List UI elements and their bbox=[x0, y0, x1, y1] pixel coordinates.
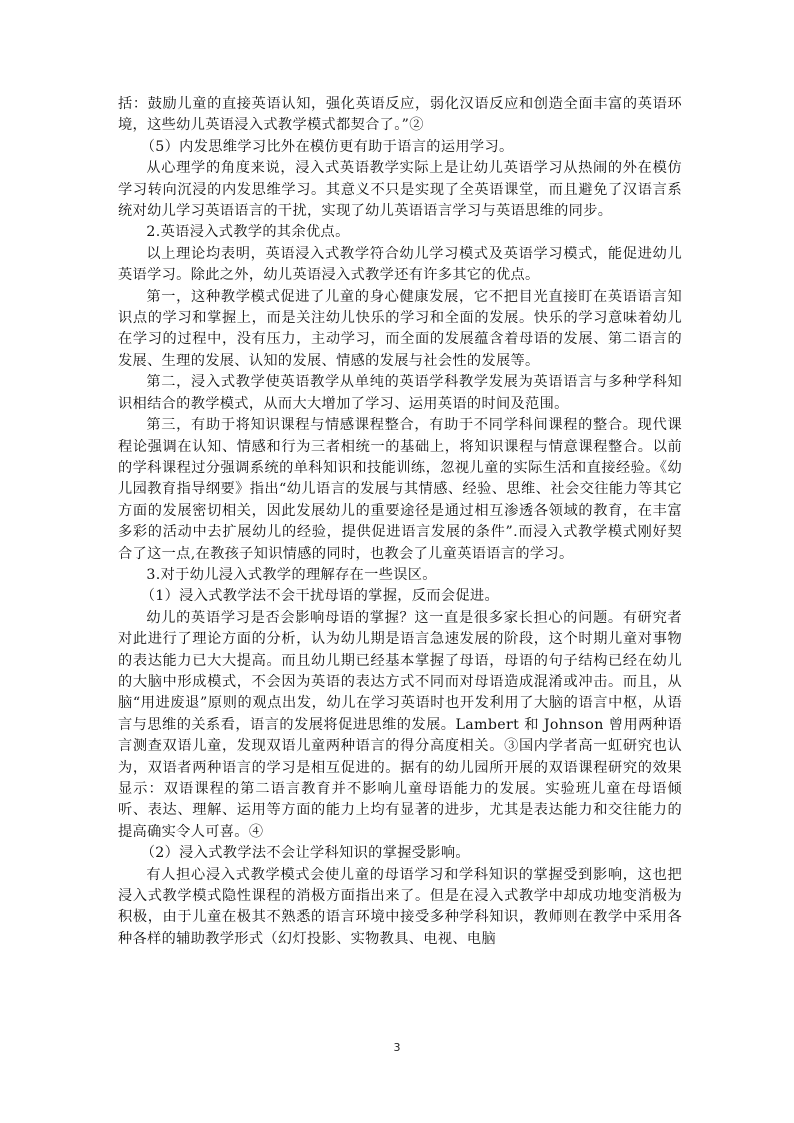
body-text bbox=[118, 94, 682, 950]
section-heading: 3.对于幼儿浸入式教学的理解存在一些误区。 bbox=[146, 566, 437, 583]
paragraph: 第一，这种教学模式促进了儿童的身心健康发展，它不把目光直接盯在英语语言知识点的学习和掌握上，而是关注幼儿快乐的学习和全面的发展。快乐的学习意味着幼儿在学习的过程中，没有压力，主动学习，而全面的发展蕴含着母语的发展、第二语言的发展、生理的发展、认知的发展、情感的发展与社会性的发展等。 bbox=[118, 288, 682, 369]
paragraph: （1）浸入式教学法不会干扰母语的掌握，反而会促进。 bbox=[140, 588, 499, 605]
paragraph: （5）内发思维学习比外在模仿更有助于语言的运用学习。 bbox=[140, 138, 514, 155]
paragraph: 第三，有助于将知识课程与情感课程整合，有助于不同学科间课程的整合。现代课程论强调在认知、情感和行为三者相统一的基础上，将知识课程与情意课程整合。以前的学科课程过分强调系统的单科知识和技能训练，忽视儿童的实际生活和直接经验。《幼儿园教育指导纲要》指出“幼儿语言的发展与其情感、经验、思维、社会交往能力等其它方面的发展密切相关，因此发展幼儿的重要途径是通过相互渗透各领域的教育，在丰富多彩的活动中去扩展幼儿的经验，提供促进语言发展的条件”.而浸入式教学模式刚好契合了这一点,在教孩子知识情感的同时，也教会了儿童英语语言的学习。 bbox=[118, 417, 682, 562]
paragraph: （2）浸入式教学法不会让学科知识的掌握受影响。 bbox=[140, 845, 470, 862]
paragraph: 从心理学的角度来说，浸入式英语教学实际上是让幼儿英语学习从热闹的外在模仿学习转向沉浸的内发思维学习。其意义不只是实现了全英语课堂，而且避免了汉语言系统对幼儿学习英语语言的干扰，实现了幼儿英语语言学习与英语思维的同步。 bbox=[118, 160, 682, 220]
page-number: 3 bbox=[393, 1041, 401, 1054]
paragraph: 以上理论均表明，英语浸入式教学符合幼儿学习模式及英语学习模式，能促进幼儿英语学习。除此之外，幼儿英语浸入式教学还有许多其它的优点。 bbox=[118, 245, 682, 284]
section-heading: 2.英语浸入式教学的其余优点。 bbox=[146, 224, 350, 241]
paragraph: 第二，浸入式教学使英语教学从单纯的英语学科教学发展为英语语言与多种学科知识相结合的教学模式，从而大大增加了学习、运用英语的时间及范围。 bbox=[118, 374, 682, 412]
paragraph: 括：鼓励儿童的直接英语认知，强化英语反应，弱化汉语反应和创造全面丰富的英语环境，这些幼儿英语浸入式教学模式都契合了。”② bbox=[118, 96, 682, 134]
paragraph: 幼儿的英语学习是否会影响母语的掌握？这一直是很多家长担心的问题。有研究者对此进行了理论方面的分析，认为幼儿期是语言急速发展的阶段，这个时期儿童对事物的表达能力已大大提高。而且幼儿期已经基本掌握了母语，母语的句子结构已经在幼儿的大脑中形成模式，不会因为英语的表达方式不同而对母语造成混淆或冲击。而且，从脑“用进废退”原则的观点出发，幼儿在学习英语时也开发利用了大脑的语言中枢，从语言与思维的关系看，语言的发展将促进思维的发展。Lambert 和 Johnson 曾用两种语言测查双语儿童，发现双语儿童两种语言的得分高度相关。③国内学者高一虹研究也认为，双语者两种语言的学习是相互促进的。据有的幼儿园所开展的双语课程研究的效果显示：双语课程的第二语言教育并不影响儿童母语能力的发展。实验班儿童在母语倾听、表达、理解、运用等方面的能力上均有显著的进步，尤其是表达能力和交往能力的提高确实令人可喜。④ bbox=[118, 609, 682, 840]
paragraph: 有人担心浸入式教学模式会使儿童的母语学习和学科知识的掌握受到影响，这也把浸入式教学模式隐性课程的消极方面指出来了。但是在浸入式教学中却成功地变消极为积极，由于儿童在极其不熟悉的语言环境中接受多种学科知识，教师则在教学中采用各种各样的辅助教学形式（幻灯投影、实物教具、电视、电脑 bbox=[118, 866, 682, 947]
